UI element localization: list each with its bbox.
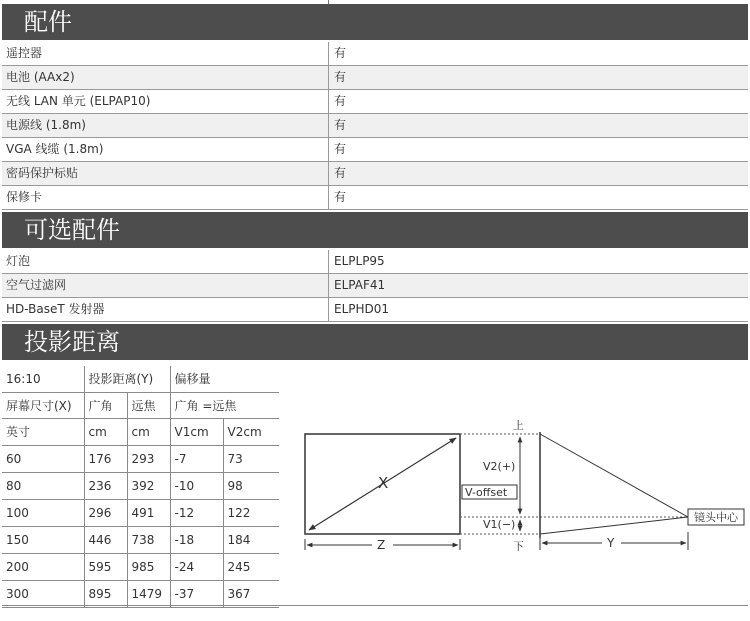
row-value: 有 bbox=[334, 70, 347, 84]
table-row bbox=[2, 526, 279, 553]
inch-cell: 200 bbox=[2, 553, 84, 580]
projection-diagram bbox=[296, 410, 748, 560]
v1-label: V1(−) bbox=[483, 518, 516, 531]
row-value: 有 bbox=[334, 190, 347, 204]
table-row bbox=[2, 42, 748, 66]
v1-cell: -10 bbox=[170, 472, 223, 499]
row-name: 遥控器 bbox=[6, 46, 43, 60]
row-value: 有 bbox=[334, 118, 347, 132]
table-row bbox=[2, 250, 748, 274]
row-value: 有 bbox=[334, 46, 347, 60]
inch-cell: 300 bbox=[2, 580, 84, 607]
row-value: ELPHD01 bbox=[334, 302, 390, 316]
distance-header: 投影距离(Y) bbox=[84, 366, 170, 392]
row-name: 保修卡 bbox=[6, 190, 43, 204]
offset-label: V-offset bbox=[465, 486, 508, 499]
shift-subheader: 广角 =远焦 bbox=[170, 392, 279, 418]
wide-header: 广角 bbox=[84, 392, 127, 418]
column-divider bbox=[328, 114, 329, 137]
table-header-row bbox=[2, 418, 279, 445]
y-label: Y bbox=[607, 536, 615, 550]
table-row bbox=[2, 472, 279, 499]
top-label: 上 bbox=[513, 419, 524, 432]
v2-cell: 245 bbox=[223, 553, 279, 580]
unit-header: cm bbox=[127, 418, 170, 445]
table-header-row bbox=[2, 366, 279, 392]
table-row bbox=[2, 90, 748, 114]
v1-cell: -37 bbox=[170, 580, 223, 607]
tele-cell: 392 bbox=[127, 472, 170, 499]
wide-cell: 236 bbox=[84, 472, 127, 499]
tele-cell: 293 bbox=[127, 445, 170, 472]
wide-cell: 895 bbox=[84, 580, 127, 607]
v2-header: V2cm bbox=[223, 418, 279, 445]
table-row bbox=[2, 580, 279, 607]
tele-cell: 491 bbox=[127, 499, 170, 526]
v2-cell: 184 bbox=[223, 526, 279, 553]
tele-cell: 985 bbox=[127, 553, 170, 580]
v1-cell: -7 bbox=[170, 445, 223, 472]
row-value: 有 bbox=[334, 166, 347, 180]
table-row bbox=[2, 499, 279, 526]
v1-cell: -12 bbox=[170, 499, 223, 526]
section-title-projection: 投影距离 bbox=[2, 324, 748, 360]
row-name: 无线 LAN 单元 (ELPAP10) bbox=[6, 94, 151, 108]
size-header: 屏幕尺寸(X) bbox=[2, 392, 84, 418]
v1-cell: -18 bbox=[170, 526, 223, 553]
row-name: 空气过滤网 bbox=[6, 278, 67, 292]
v2-cell: 122 bbox=[223, 499, 279, 526]
unit-header: cm bbox=[84, 418, 127, 445]
inch-cell: 150 bbox=[2, 526, 84, 553]
ratio-cell: 16:10 bbox=[2, 366, 84, 392]
table-row bbox=[2, 162, 748, 186]
table-row bbox=[2, 445, 279, 472]
lens-center-label: 镜头中心 bbox=[694, 511, 738, 524]
tele-cell: 738 bbox=[127, 526, 170, 553]
x-label: X bbox=[378, 474, 389, 492]
row-name: 电池 (AAx2) bbox=[6, 70, 75, 84]
row-name: 灯泡 bbox=[6, 254, 31, 268]
wide-cell: 595 bbox=[84, 553, 127, 580]
section-title-accessories: 配件 bbox=[2, 4, 748, 40]
section-title-optional: 可选配件 bbox=[2, 212, 748, 248]
inch-cell: 100 bbox=[2, 499, 84, 526]
wide-cell: 446 bbox=[84, 526, 127, 553]
wide-cell: 296 bbox=[84, 499, 127, 526]
column-divider bbox=[328, 298, 329, 321]
inch-header: 英寸 bbox=[2, 418, 84, 445]
column-divider bbox=[328, 138, 329, 161]
row-name: VGA 线缆 (1.8m) bbox=[6, 142, 104, 156]
beam-bottom bbox=[540, 517, 688, 534]
column-divider bbox=[328, 250, 329, 273]
table-header-row bbox=[2, 392, 279, 418]
row-name: 密码保护标贴 bbox=[6, 166, 79, 180]
wide-cell: 176 bbox=[84, 445, 127, 472]
beam-top bbox=[540, 434, 688, 517]
row-value: 有 bbox=[334, 142, 347, 156]
v1-cell: -24 bbox=[170, 553, 223, 580]
row-name: HD-BaseT 发射器 bbox=[6, 302, 105, 316]
column-divider bbox=[328, 66, 329, 89]
table-row bbox=[2, 274, 748, 298]
v2-cell: 98 bbox=[223, 472, 279, 499]
v2-cell: 367 bbox=[223, 580, 279, 607]
table-row bbox=[2, 553, 279, 580]
v1-header: V1cm bbox=[170, 418, 223, 445]
column-divider bbox=[328, 90, 329, 113]
table-row bbox=[2, 66, 748, 90]
row-value: ELPAF41 bbox=[334, 278, 386, 292]
row-value: 有 bbox=[334, 94, 347, 108]
bottom-divider bbox=[2, 605, 748, 606]
tele-header: 远焦 bbox=[127, 392, 170, 418]
bottom-label: 下 bbox=[513, 540, 524, 553]
row-value: ELPLP95 bbox=[334, 254, 385, 268]
shift-header: 偏移量 bbox=[170, 366, 279, 392]
v2-label: V2(+) bbox=[483, 460, 516, 473]
table-row bbox=[2, 186, 748, 210]
tele-cell: 1479 bbox=[127, 580, 170, 607]
v2-cell: 73 bbox=[223, 445, 279, 472]
inch-cell: 80 bbox=[2, 472, 84, 499]
table-row bbox=[2, 298, 748, 322]
inch-cell: 60 bbox=[2, 445, 84, 472]
z-label: Z bbox=[377, 538, 386, 552]
row-name: 电源线 (1.8m) bbox=[6, 118, 86, 132]
column-divider bbox=[328, 274, 329, 297]
column-divider bbox=[328, 186, 329, 209]
table-row bbox=[2, 114, 748, 138]
column-divider bbox=[328, 42, 329, 65]
table-row bbox=[2, 138, 748, 162]
projection-table bbox=[2, 366, 279, 608]
column-divider bbox=[328, 162, 329, 185]
